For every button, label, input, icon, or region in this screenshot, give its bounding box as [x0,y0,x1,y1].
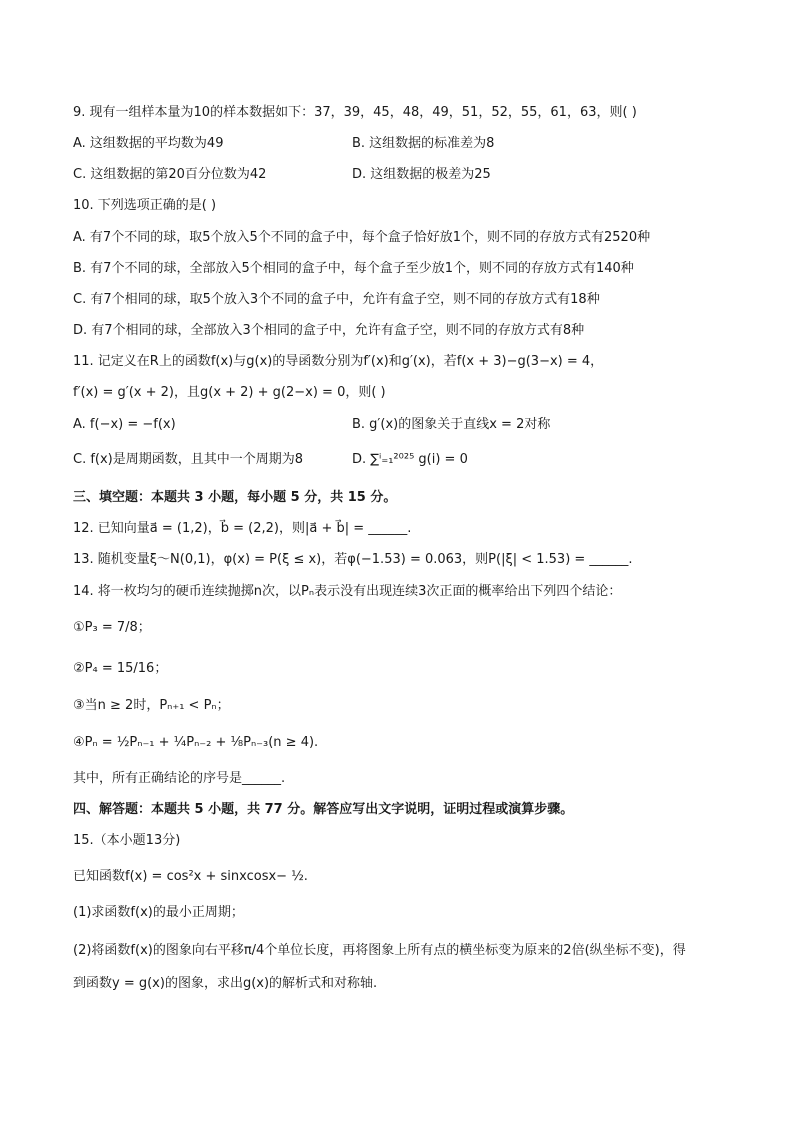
q9-option-c: C. 这组数据的第20百分位数为42 [73,167,267,182]
q11-option-b: B. g′(x)的图象关于直线x = 2对称 [352,417,551,432]
q9-stem: 9. 现有一组样本量为10的样本数据如下：37，39，45，48，49，51，52，55，61，63，则( ) [73,105,637,120]
section-4-heading: 四、解答题：本题共 5 小题，共 77 分。解答应写出文字说明，证明过程或演算步骤。 [73,802,574,817]
q14-stem: 14. 将一枚均匀的硬币连续抛掷n次，以Pₙ表示没有出现连续3次正面的概率给出下列四个结论： [73,584,622,599]
q10-option-b: B. 有7个不同的球，全部放入5个相同的盒子中，每个盒子至少放1个，则不同的存放方式有140种 [73,261,634,276]
q10-option-c: C. 有7个相同的球，取5个放入3个不同的盒子中，允许有盒子空，则不同的存放方式有18种 [73,292,600,307]
q11-stem-line1: 11. 记定义在R上的函数f(x)与g(x)的导函数分别为f′(x)和g′(x)，若f(x + 3)−g(3−x) = 4， [73,354,604,369]
q11-option-d: D. ∑ⁱ₌₁²⁰²⁵ g(i) = 0 [352,452,468,467]
q13-text: 13. 随机变量ξ～N(0,1)，φ(x) = P(ξ ≤ x)，若φ(−1.53) = 0.063，则P(|ξ| < 1.53) = ______. [73,552,633,567]
q14-statement-2: ②P₄ = 15/16； [73,661,168,676]
q14-statement-1: ①P₃ = 7/8； [73,620,151,635]
q10-stem: 10. 下列选项正确的是( ) [73,198,217,213]
q14-tail: 其中，所有正确结论的序号是______. [73,771,286,786]
q15-part-2-line2: 到函数y = g(x)的图象，求出g(x)的解析式和对称轴. [73,976,378,991]
q9-option-d: D. 这组数据的极差为25 [352,167,491,182]
q15-part-1: (1)求函数f(x)的最小正周期； [73,905,244,920]
q9-option-b: B. 这组数据的标准差为8 [352,136,495,151]
section-3-heading: 三、填空题：本题共 3 小题，每小题 5 分，共 15 分。 [73,490,397,505]
q11-option-a: A. f(−x) = −f(x) [73,417,176,432]
q14-statement-3: ③当n ≥ 2时，Pₙ₊₁ < Pₙ； [73,698,230,713]
q15-heading: 15.（本小题13分) [73,833,181,848]
q11-option-c: C. f(x)是周期函数，且其中一个周期为8 [73,452,304,467]
q15-part-2-line1: (2)将函数f(x)的图象向右平移π/4个单位长度，再将图象上所有点的横坐标变为原来的2倍(纵坐标不变)，得 [73,943,686,958]
q11-stem-line2: f′(x) = g′(x + 2)，且g(x + 2) + g(2−x) = 0，则( ) [73,385,386,400]
q10-option-d: D. 有7个相同的球，全部放入3个相同的盒子中，允许有盒子空，则不同的存放方式有8种 [73,323,585,338]
q10-option-a: A. 有7个不同的球，取5个放入5个不同的盒子中，每个盒子恰好放1个，则不同的存放方式有2520种 [73,230,651,245]
q14-statement-4: ④Pₙ = ½Pₙ₋₁ + ¼Pₙ₋₂ + ⅛Pₙ₋₃(n ≥ 4). [73,735,319,750]
q15-stem: 已知函数f(x) = cos²x + sinxcosx− ½. [73,869,308,884]
q12-text: 12. 已知向量a⃗ = (1,2)，b⃗ = (2,2)，则|a⃗ + b⃗| = ______. [73,521,412,536]
q9-option-a: A. 这组数据的平均数为49 [73,136,224,151]
